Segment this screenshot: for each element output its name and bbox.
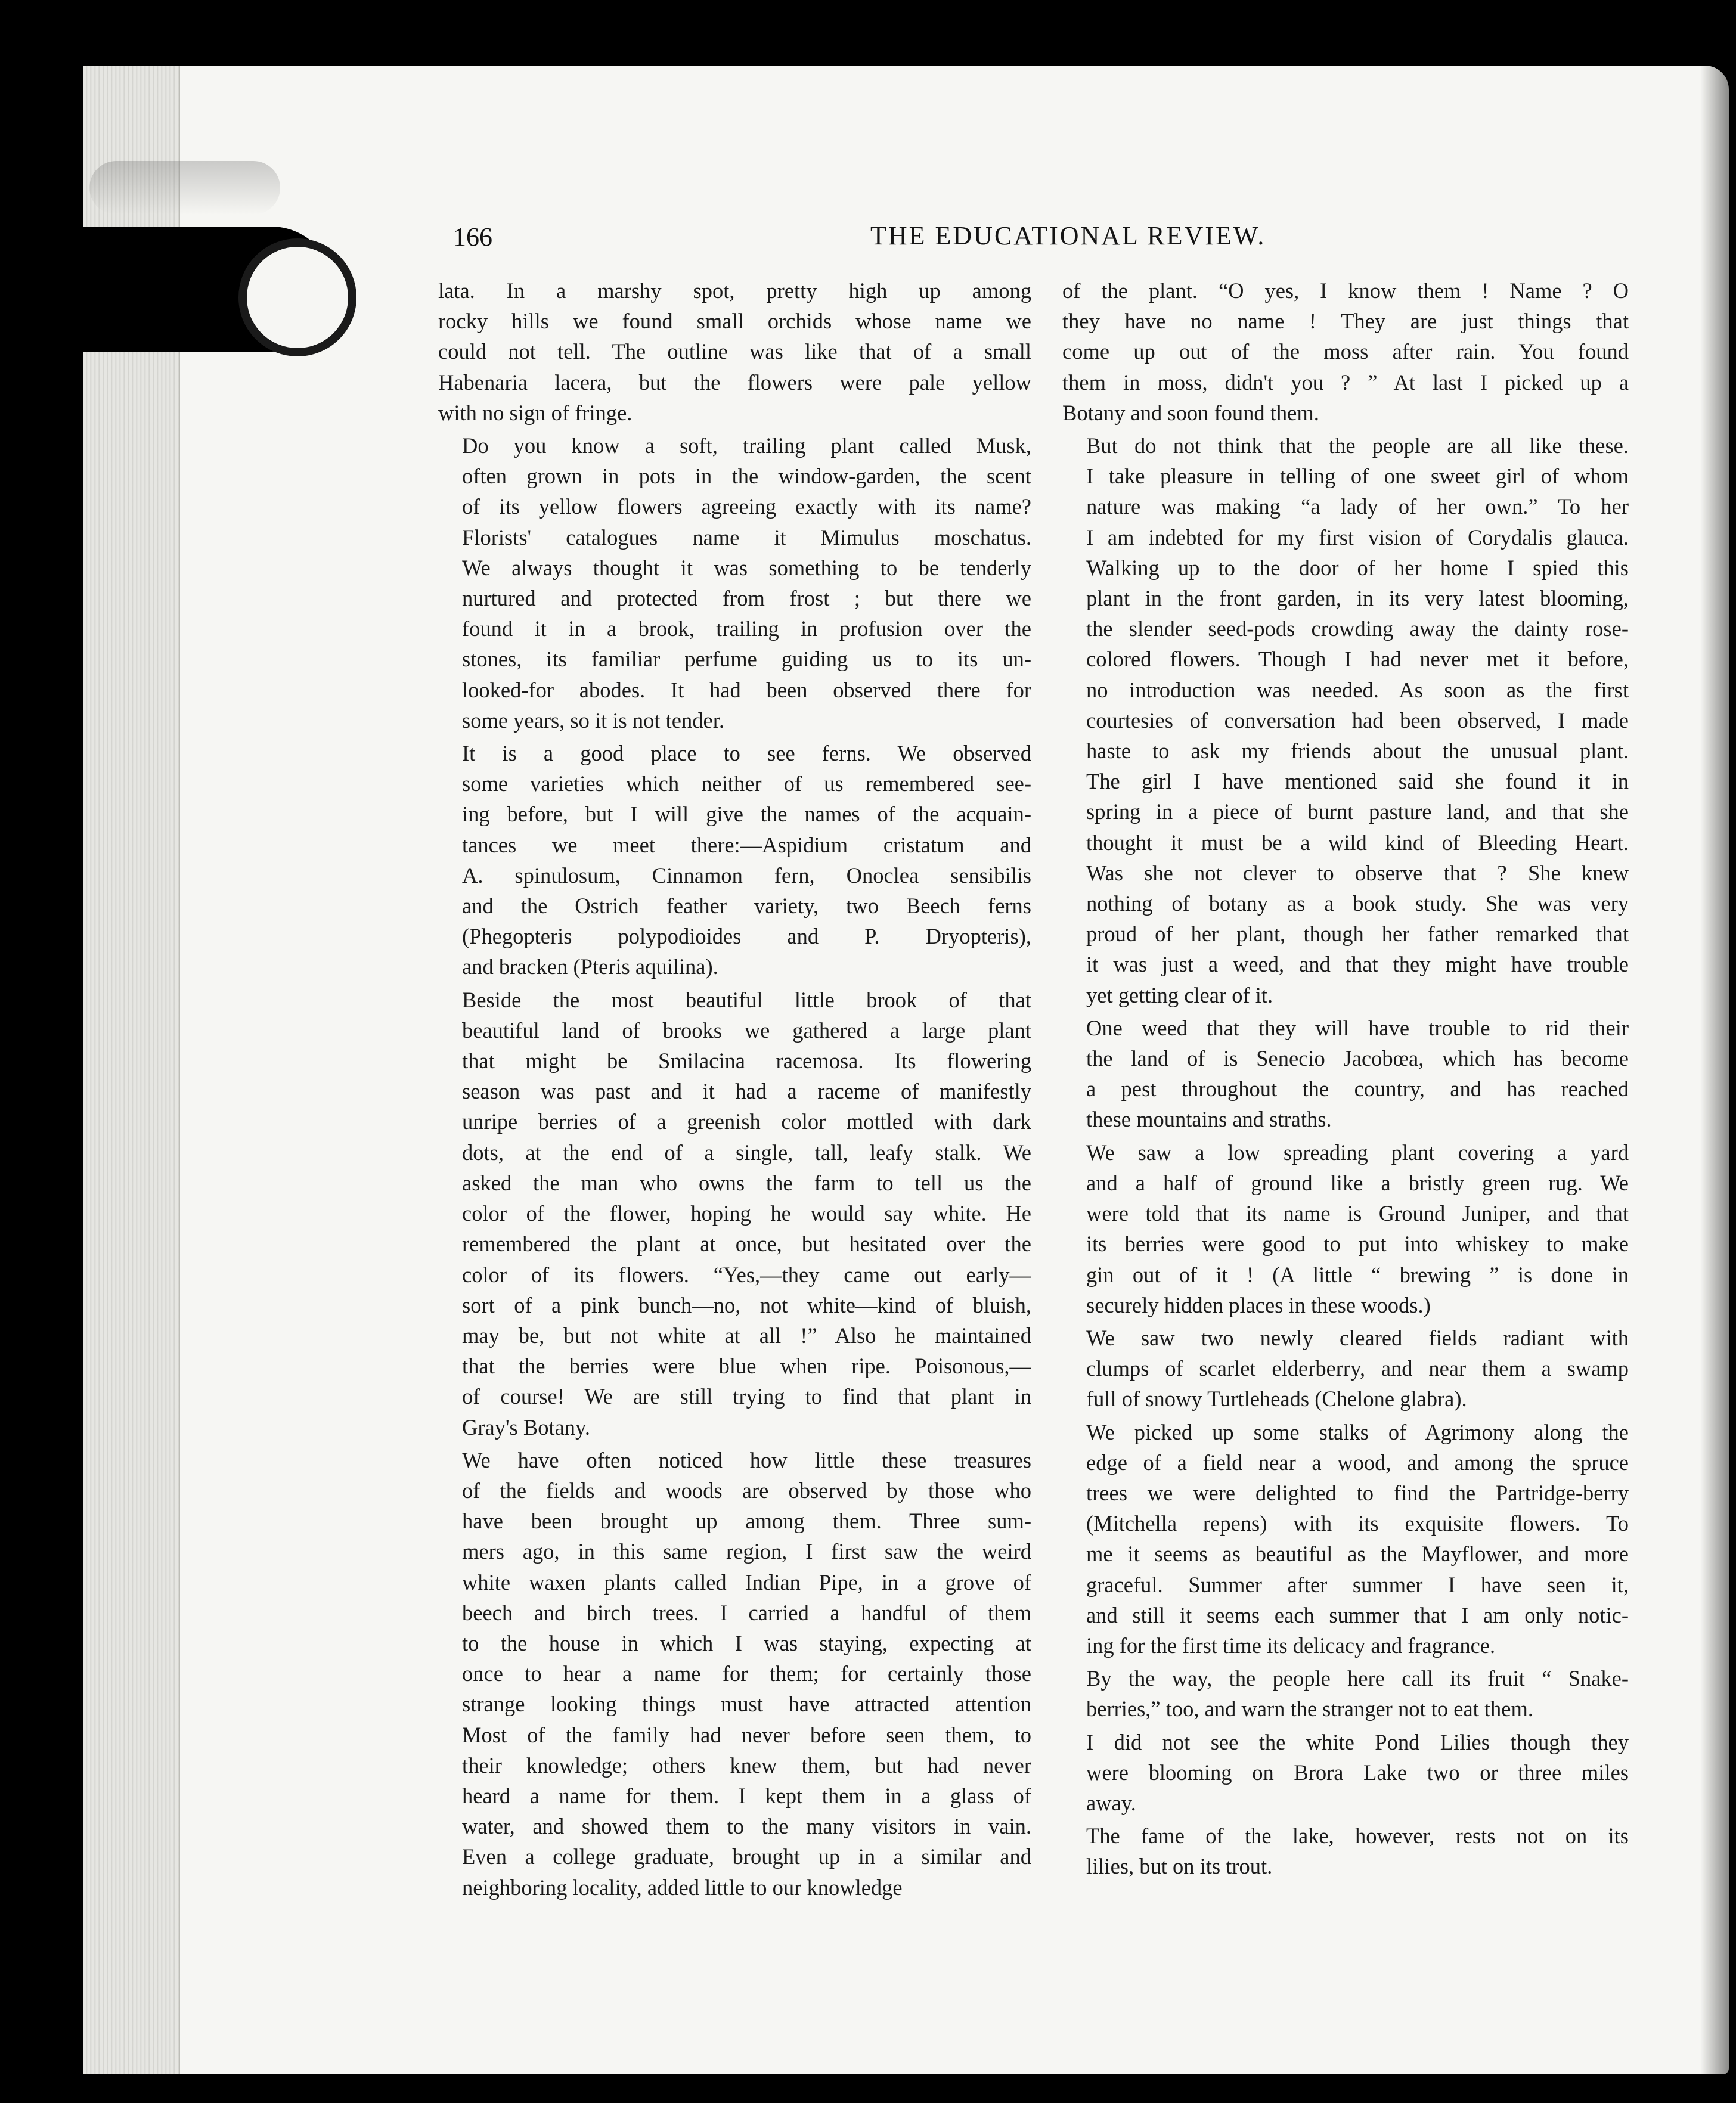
text-line: spring in a piece of burnt pasture land, and that she [1086,799,1629,824]
text-line: looked-for abodes. It had been observed there for [462,677,1031,702]
text-line: beautiful land of brooks we gathered a large plant [462,1018,1031,1043]
text-line: lata. In a marshy spot, pretty high up among [438,278,1031,303]
binder-clip-ring [238,238,356,356]
text-line: Beside the most beautiful little brook of that [462,987,1031,1012]
text-line: By the way, the people here call its fruit “ Snake- [1086,1666,1629,1691]
text-line: berries,” too, and warn the stranger not to eat them. [1086,1696,1534,1722]
text-line: thought it must be a wild kind of Bleeding Heart. [1086,830,1629,855]
text-line: stones, its familiar perfume guiding us to its un- [462,647,1031,672]
paragraph [438,430,1031,736]
text-line: their knowledge; others knew them, but had never [462,1752,1031,1778]
text-line: mers ago, in this same region, I first saw the weird [462,1539,1031,1564]
left-column [438,275,1031,1905]
page-curl-shadow [1700,0,1736,2103]
text-line: A. spinulosum, Cinnamon fern, Onoclea sensibilis [462,863,1031,888]
text-line: the land of is Senecio Jacobœa, which has become [1086,1046,1629,1071]
text-line: no introduction was needed. As soon as the first [1086,677,1629,702]
text-line: Botany and soon found them. [1062,400,1319,425]
page-edges [83,66,180,2074]
paragraph [1062,1663,1629,1724]
text-line: Most of the family had never before seen them, to [462,1722,1031,1747]
paragraph [1062,1727,1629,1819]
text-line: Walking up to the door of her home I spied this [1086,555,1629,580]
text-line: securely hidden places in these woods.) [1086,1292,1431,1317]
text-line: beech and birch trees. I carried a handful of them [462,1600,1031,1625]
text-line: The girl I have mentioned said she found it in [1086,769,1629,794]
text-line: lilies, but on its trout. [1086,1854,1273,1879]
text-line: and a half of ground like a bristly green rug. We [1086,1170,1629,1195]
paragraph-continuation [438,275,1031,428]
page-number: 166 [453,222,492,252]
text-line: that might be Smilacina racemosa. Its flowering [462,1049,1031,1074]
paragraph [438,738,1031,982]
text-line: were blooming on Brora Lake two or three miles [1086,1760,1629,1785]
paragraph [1062,1820,1629,1881]
text-line: Do you know a soft, trailing plant called Musk, [462,433,1031,458]
text-line: strange looking things must have attracted attention [462,1692,1031,1717]
text-line: proud of her plant, though her father remarked that [1086,922,1629,947]
text-line: have been brought up among them. Three sum- [462,1509,1031,1534]
text-line: some varieties which neither of us remembered see- [462,771,1031,796]
text-line: We have often noticed how little these treasures [462,1447,1031,1472]
text-line: they have no name ! They are just things that [1062,309,1629,334]
text-line: colored flowers. Though I had never met it before, [1086,647,1629,672]
text-line: may be, but not white at all !” Also he maintained [462,1323,1031,1348]
text-line: unripe berries of a greenish color mottled with dark [462,1109,1031,1134]
text-line: white waxen plants called Indian Pipe, in a grove of [462,1570,1031,1595]
paragraph [438,1445,1031,1903]
text-line: a pest throughout the country, and has reached [1086,1077,1629,1102]
text-line: that the berries were blue when ripe. Poisonous,— [462,1354,1031,1379]
text-line: We always thought it was something to be tenderly [462,555,1031,580]
text-line: Habenaria lacera, but the flowers were pale yellow [438,370,1031,395]
paragraph [1062,1323,1629,1415]
text-line: I take pleasure in telling of one sweet girl of whom [1086,464,1629,489]
text-line: The fame of the lake, however, rests not on its [1086,1823,1629,1848]
text-line: (Mitchella repens) with its exquisite flowers. To [1086,1511,1629,1536]
text-line: clumps of scarlet elderberry, and near them a swamp [1086,1356,1629,1381]
text-line: them in moss, didn't you ? ” At last I picked up a [1062,370,1629,395]
text-line: and the Ostrich feather variety, two Beech ferns [462,894,1031,919]
right-column [1062,275,1629,1884]
text-line: tances we meet there:—Aspidium cristatum and [462,832,1031,857]
text-line: We picked up some stalks of Agrimony along the [1086,1419,1629,1444]
text-line: and still it seems each summer that I am only notic- [1086,1602,1629,1627]
running-title: THE EDUCATIONAL REVIEW. [870,221,1266,250]
clip-highlight [89,161,280,215]
text-line: plant in the front garden, in its very latest blooming, [1086,586,1629,611]
text-line: Gray's Botany. [462,1415,591,1440]
text-line: once to hear a name for them; for certainly those [462,1661,1031,1686]
text-line: Even a college graduate, brought up in a similar and [462,1844,1031,1869]
text-line: nature was making “a lady of her own.” To her [1086,494,1629,519]
text-line: could not tell. The outline was like that of a small [438,339,1031,364]
text-line: I am indebted for my first vision of Corydalis glauca. [1086,525,1629,550]
paragraph [1062,1417,1629,1661]
text-line: away. [1086,1790,1136,1815]
text-line: color of the flower, hoping he would say white. He [462,1201,1031,1226]
text-line: yet getting clear of it. [1086,982,1273,1007]
text-line: But do not think that the people are all like these. [1086,433,1629,458]
text-line: full of snowy Turtleheads (Chelone glabra). [1086,1387,1467,1412]
text-line: asked the man who owns the farm to tell us the [462,1170,1031,1195]
text-line: I did not see the white Pond Lilies though they [1086,1729,1629,1754]
text-line: to the house in which I was staying, expecting at [462,1630,1031,1655]
text-line: it was just a weed, and that they might have trouble [1086,952,1629,977]
text-line: Was she not clever to observe that ? She knew [1086,860,1629,885]
text-line: nurtured and protected from frost ; but there we [462,586,1031,611]
paragraph [438,985,1031,1443]
text-line: found it in a brook, trailing in profusion over the [462,616,1031,641]
page-header [453,222,1300,258]
paragraph-continuation [1062,275,1629,428]
text-line: of the plant. “O yes, I know them ! Name ? O [1062,278,1629,303]
paragraph [1062,430,1629,1010]
text-line: of its yellow flowers agreeing exactly with its name? [462,494,1031,519]
text-line: its berries were good to put into whiskey to make [1086,1232,1629,1257]
text-line: the slender seed-pods crowding away the dainty rose- [1086,616,1629,641]
text-line: It is a good place to see ferns. We observed [462,741,1031,766]
text-line: were told that its name is Ground Juniper, and that [1086,1201,1629,1226]
text-line: ing before, but I will give the names of the acquain- [462,802,1031,827]
text-line: some years, so it is not tender. [462,708,724,733]
text-line: with no sign of fringe. [438,400,633,425]
text-line: water, and showed them to the many visitors in vain. [462,1814,1031,1839]
text-line: courtesies of conversation had been observed, I made [1086,708,1629,733]
text-line: me it seems as beautiful as the Mayflower, and more [1086,1541,1629,1567]
text-line: ing for the first time its delicacy and fragrance. [1086,1633,1496,1658]
text-line: these mountains and straths. [1086,1107,1332,1132]
text-line: of the fields and woods are observed by those who [462,1478,1031,1503]
text-line: rocky hills we found small orchids whose name we [438,309,1031,334]
text-line: haste to ask my friends about the unusual plant. [1086,739,1629,764]
text-line: gin out of it ! (A little “ brewing ” is done in [1086,1262,1629,1287]
text-line: of course! We are still trying to find that plant in [462,1384,1031,1409]
text-line: remembered the plant at once, but hesitated over the [462,1232,1031,1257]
text-line: Florists' catalogues name it Mimulus moschatus. [462,525,1031,550]
text-line: heard a name for them. I kept them in a glass of [462,1783,1031,1808]
text-line: One weed that they will have trouble to rid their [1086,1015,1629,1040]
text-line: sort of a pink bunch—no, not white—kind of bluish, [462,1292,1031,1317]
text-line: and bracken (Pteris aquilina). [462,954,718,979]
text-line: trees we were delighted to find the Partridge-berry [1086,1480,1629,1505]
text-line: (Phegopteris polypodioides and P. Dryopteris), [462,924,1031,949]
text-line: nothing of botany as a book study. She was very [1086,891,1629,916]
text-line: dots, at the end of a single, tall, leafy stalk. We [462,1140,1031,1165]
text-line: season was past and it had a raceme of manifestly [462,1079,1031,1104]
text-line: edge of a field near a wood, and among the spruce [1086,1450,1629,1475]
paragraph [1062,1013,1629,1135]
text-line: graceful. Summer after summer I have seen it, [1086,1572,1629,1597]
text-line: We saw a low spreading plant covering a yard [1086,1140,1629,1165]
text-line: We saw two newly cleared fields radiant with [1086,1325,1629,1350]
paragraph [1062,1137,1629,1320]
text-line: come up out of the moss after rain. You found [1062,339,1629,364]
text-line: neighboring locality, added little to our knowledge [462,1875,903,1900]
text-line: often grown in pots in the window-garden, the scent [462,464,1031,489]
text-line: color of its flowers. “Yes,—they came out early— [462,1262,1031,1287]
